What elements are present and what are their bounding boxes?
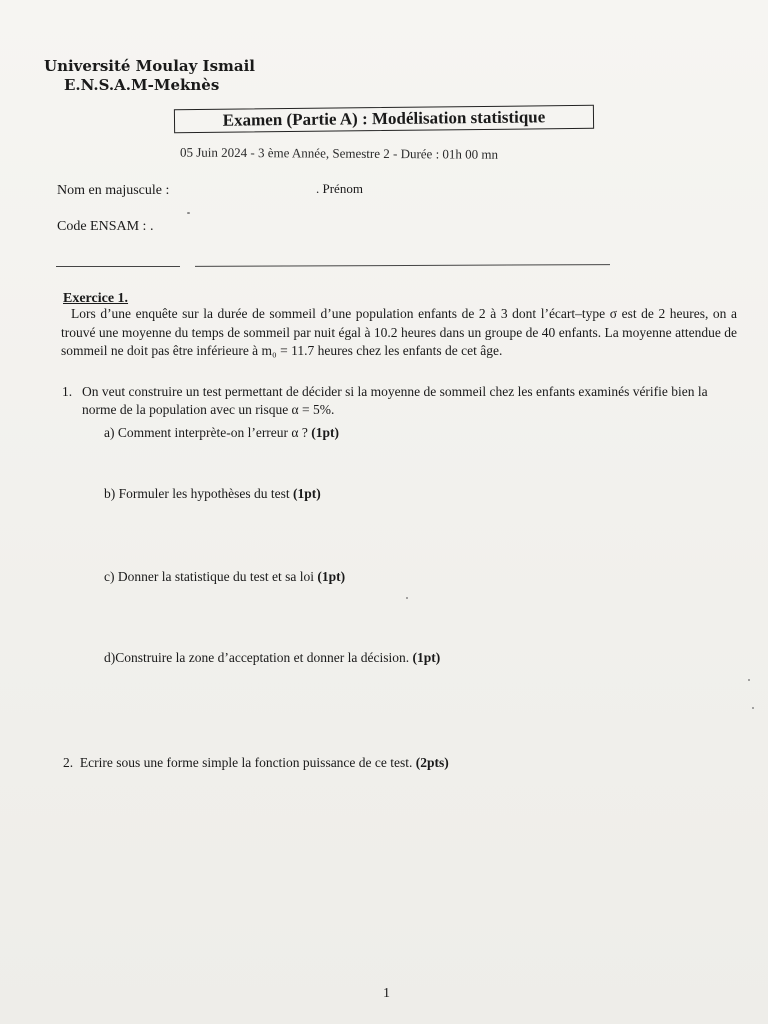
question-2-number: 2. — [63, 755, 74, 770]
nom-field-label: Nom en majuscule : — [57, 183, 170, 198]
page-number: 1 — [383, 986, 390, 1001]
exercise-intro-text: Lors d’une enquête sur la durée de sommeil d’une population enfants de 2 à 3 dont l’écart–type σ est de 2 heures, on a trouvé une moyenne du temps de sommeil par nuit égal à 10.2 heures dans un groupe de 40 enfants. La moyenne attendue de sommeil ne doit pas être inférieure à m₀ = 11.7 heures chez les enfants de cet âge. — [61, 306, 737, 358]
paper-speck — [752, 707, 754, 709]
question-1d — [104, 650, 440, 666]
prenom-field-label: . Prénom — [316, 181, 363, 196]
question-1b-points: (1pt) — [292, 486, 321, 501]
question-1c-text: c) Donner la statistique du test et sa loi — [104, 569, 318, 584]
question-1d-text: d)Construire la zone d’acceptation et donner la décision. — [104, 650, 413, 665]
question-1a — [104, 425, 339, 441]
question-1d-points: (1pt) — [412, 650, 441, 665]
exercise-intro — [61, 305, 737, 361]
question-1c-points: (1pt) — [317, 569, 346, 584]
question-1a-text: a) Comment interprète-on l’erreur α ? — [104, 425, 312, 440]
question-1a-points: (1pt) — [311, 425, 339, 440]
exam-subtitle: 05 Juin 2024 - 3 ème Année, Semestre 2 - Durée : 01h 00 mn — [179, 144, 499, 162]
question-1-number: 1. — [62, 384, 73, 399]
paper-speck — [187, 212, 190, 214]
university-name: Université Moulay Ismail — [44, 57, 256, 75]
code-ensam-field-label: Code ENSAM : . — [57, 219, 154, 234]
school-name: E.N.S.A.M-Meknès — [64, 76, 220, 94]
question-1-text: On veut construire un test permettant de décider si la moyenne de sommeil chez les enfants examinés vérifie bien la norme de la population avec un risque α = 5%. — [82, 384, 708, 417]
question-2-points: (2pts) — [415, 755, 449, 770]
question-1b — [104, 486, 321, 502]
question-2-text: Ecrire sous une forme simple la fonction puissance de ce test. — [79, 755, 416, 770]
exercise-title: Exercice 1. — [63, 291, 129, 306]
exam-title: Examen (Partie A) : Modélisation statistique — [174, 105, 594, 133]
question-2 — [63, 755, 449, 771]
question-1c — [104, 569, 345, 585]
paper-speck — [406, 597, 408, 599]
divider-line-right — [195, 264, 610, 267]
question-1b-text: b) Formuler les hypothèses du test — [104, 486, 293, 501]
paper-speck — [748, 679, 750, 681]
divider-line-left — [56, 266, 180, 267]
